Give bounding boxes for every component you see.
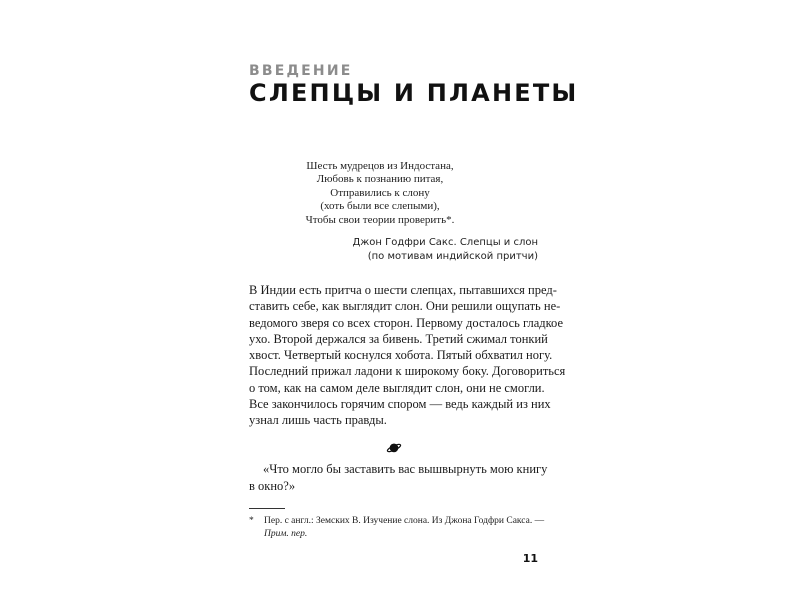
page-number: 11 (522, 552, 538, 565)
body-line: В Индии есть притча о шести слепцах, пытавшихся пред- (249, 283, 557, 297)
planet-icon (386, 440, 402, 456)
body-line: Последний прижал ладони к широкому боку. Договориться (249, 364, 566, 379)
attribution-line: Джон Годфри Сакс. Слепцы и слон (352, 237, 538, 248)
body-line: узнал лишь часть правды. (249, 413, 387, 428)
epigraph-attribution (352, 236, 538, 264)
footnote (249, 515, 549, 541)
epigraph-line: Чтобы свои теории проверить*. (305, 213, 455, 226)
body-line: ухо. Второй держался за бивень. Третий сжимал тонкий (249, 331, 548, 346)
body-line: хвост. Четвертый коснулся хобота. Пятый обхватил ногу. (249, 348, 553, 363)
chapter-title: СЛЕПЦЫ И ПЛАНЕТЫ (249, 79, 579, 107)
epigraph (300, 160, 460, 227)
epigraph-line: Шесть мудрецов из Индостана, (306, 160, 454, 172)
body-line: ведомого зверя со всех сторон. Первому досталось гладкое (249, 315, 564, 330)
attribution-line: (по мотивам индийской притчи) (367, 251, 538, 262)
body-paragraph (249, 282, 566, 429)
footnote-marker: * (249, 516, 254, 526)
footnote-note: Прим. пер. (264, 529, 308, 539)
footnote-divider (249, 508, 285, 509)
body-line: Все закончилось горячим спором — ведь каждый из них (249, 397, 551, 412)
footnote-text: Пер. с англ.: Земских В. Изучение слона. Из Джона Годфри Сакса. — (264, 516, 545, 526)
epigraph-line: (хоть были все слепыми), (320, 200, 440, 213)
epigraph-line: Отправились к слону (330, 186, 430, 199)
question-line: в окно?» (249, 479, 296, 493)
body-line: о том, как на самом деле выглядит слон, они не смогли. (249, 380, 545, 395)
question-line: «Что могло бы заставить вас вышвырнуть мою книгу (263, 462, 548, 476)
reader-question (249, 461, 549, 495)
body-line: ставить себе, как выглядит слон. Они решили ощупать не- (249, 299, 561, 314)
chapter-kicker: ВВЕДЕНИЕ (249, 63, 353, 79)
epigraph-line: Любовь к познанию питая, (316, 173, 444, 186)
